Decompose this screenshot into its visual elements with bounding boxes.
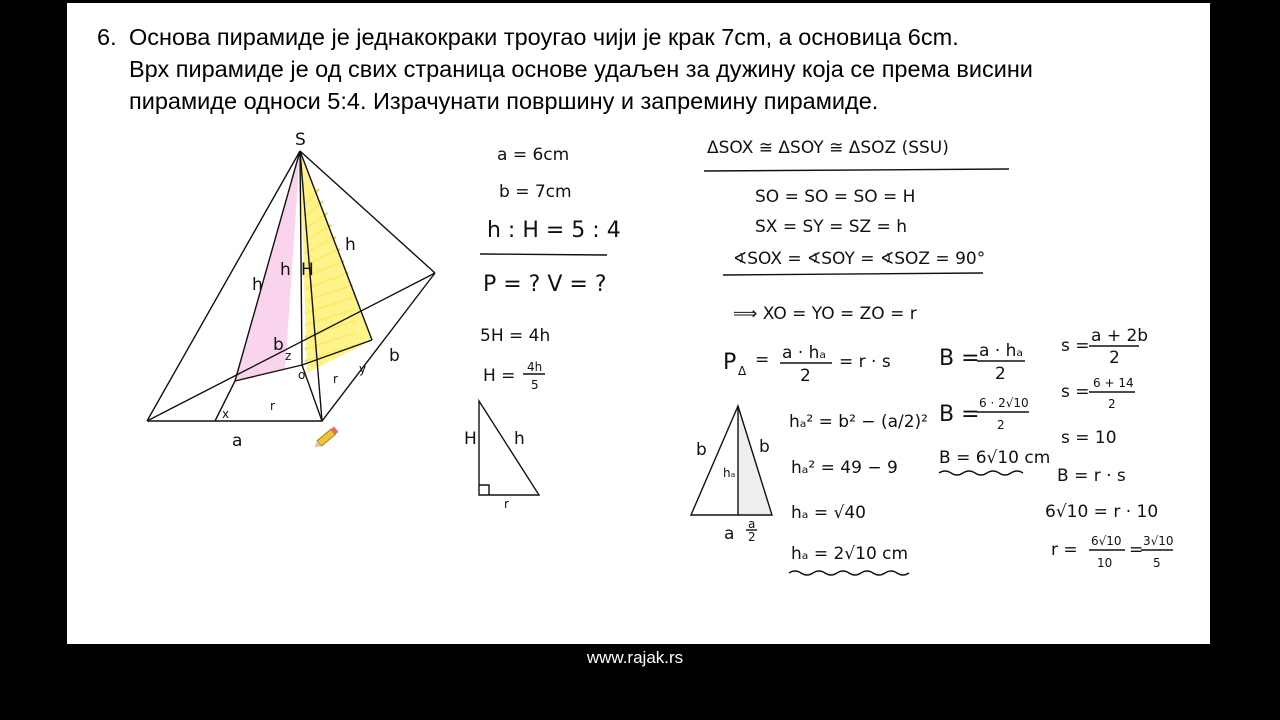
rt-label-H: H xyxy=(464,429,477,449)
ha-line1: hₐ² = b² − (a/2)² xyxy=(789,412,928,432)
problem-line-3: пирамиде односи 5:4. Израчунати површину и запремину пирамиде. xyxy=(129,88,879,114)
label-h-right: h xyxy=(345,235,356,255)
s-line6-eq: = xyxy=(1129,540,1144,560)
area-frac-num: a · hₐ xyxy=(782,343,827,363)
B-calc xyxy=(939,341,1050,475)
label-h-left: h xyxy=(252,275,263,295)
isosceles-triangle xyxy=(691,406,772,544)
s-line2-lhs: s = xyxy=(1061,382,1090,402)
congruence-line3: ∢SOX = ∢SOY = ∢SOZ = 90° xyxy=(733,249,986,269)
s-line5: 6√10 = r · 10 xyxy=(1045,502,1159,522)
B-line2-den: 2 xyxy=(997,418,1005,432)
pyramid-diagram xyxy=(147,130,435,451)
s-line1-num: a + 2b xyxy=(1091,326,1149,346)
right-triangle xyxy=(464,401,539,511)
given-b: b = 7cm xyxy=(499,182,572,202)
rt-label-r: r xyxy=(504,497,509,511)
s-line1-lhs: s = xyxy=(1061,336,1090,356)
s-line4: B = r · s xyxy=(1057,466,1126,486)
rt-label-h: h xyxy=(514,429,525,449)
s-calc xyxy=(1045,326,1174,570)
iso-label-b-right: b xyxy=(759,437,770,457)
problem-number: 6. xyxy=(97,24,117,50)
area-rhs: = r · s xyxy=(839,352,891,372)
s-line6-num1: 6√10 xyxy=(1091,534,1122,548)
pencil-icon xyxy=(312,427,338,450)
s-line3: s = 10 xyxy=(1061,428,1117,448)
congruence-line1: SO = SO = SO = H xyxy=(755,187,916,207)
label-b-right: b xyxy=(389,346,400,366)
label-a: a xyxy=(232,431,243,451)
B-line1-den: 2 xyxy=(995,364,1006,384)
handwritten-solution xyxy=(67,3,1210,644)
height-calc xyxy=(480,326,550,392)
s-line6-den2: 5 xyxy=(1153,556,1161,570)
s-line2-den: 2 xyxy=(1108,397,1116,411)
ha-calc xyxy=(789,412,928,575)
B-line2-num: 6 · 2√10 xyxy=(979,396,1029,410)
ha-line3: hₐ = √40 xyxy=(791,503,866,523)
footer-url: www.rajak.rs xyxy=(586,648,684,667)
given-find: P = ? V = ? xyxy=(483,272,607,297)
label-r-bottom: r xyxy=(270,399,275,413)
B-line1-lhs: B = xyxy=(939,346,980,371)
label-h-mid: h xyxy=(280,260,291,280)
label-H-mid: H xyxy=(301,260,314,280)
label-y: y xyxy=(359,362,367,376)
iso-half-den: 2 xyxy=(748,530,756,544)
B-line3: B = 6√10 cm xyxy=(939,448,1051,468)
label-x: x xyxy=(222,407,230,421)
area-frac-den: 2 xyxy=(800,366,811,386)
problem-line-2: Врх пирамиде је од свих страница основе удаљен за дужину која се према висини xyxy=(129,56,1033,82)
ha-line4: hₐ = 2√10 cm xyxy=(791,544,909,564)
s-line2-num: 6 + 14 xyxy=(1093,376,1134,390)
label-z: z xyxy=(285,349,292,363)
label-o: o xyxy=(298,368,306,382)
congruence-line2: SX = SY = SZ = h xyxy=(755,217,907,237)
s-line6-num2: 3√10 xyxy=(1143,534,1174,548)
ha-line2: hₐ² = 49 − 9 xyxy=(791,458,898,478)
congruence-line4: ⟹ XO = YO = ZO = r xyxy=(733,304,917,324)
given-values xyxy=(480,145,621,297)
whiteboard xyxy=(67,3,1210,644)
given-ratio: h : H = 5 : 4 xyxy=(487,218,621,243)
height-frac-den: 5 xyxy=(531,378,539,392)
height-eq1: 5H = 4h xyxy=(480,326,551,346)
iso-label-b-left: b xyxy=(696,440,707,460)
label-b-inner: b xyxy=(273,335,284,355)
area-sub: Δ xyxy=(738,364,747,378)
area-formula xyxy=(723,343,891,386)
label-r-right: r xyxy=(333,372,338,386)
congruence-title: ΔSOX ≅ ΔSOY ≅ ΔSOZ (SSU) xyxy=(707,138,949,158)
iso-half-num: a xyxy=(748,517,756,531)
s-line6-den1: 10 xyxy=(1097,556,1113,570)
area-lhs: P xyxy=(723,350,737,375)
s-line6-lhs: r = xyxy=(1051,540,1078,560)
apex-label: S xyxy=(295,130,306,150)
area-eq-sign: = xyxy=(755,350,770,370)
height-frac-num: 4h xyxy=(527,360,543,374)
B-line2-lhs: B = xyxy=(939,402,980,427)
iso-label-a: a xyxy=(724,524,735,544)
s-line1-den: 2 xyxy=(1109,348,1120,368)
problem-line-1: Основа пирамиде је једнакокраки троугао чији је крак 7cm, а основица 6cm. xyxy=(129,24,959,50)
congruence-block xyxy=(704,138,1009,324)
given-a: a = 6cm xyxy=(497,145,570,165)
iso-label-ha: hₐ xyxy=(723,466,736,480)
height-eq2-lhs: H = xyxy=(483,366,516,386)
B-line1-num: a · hₐ xyxy=(979,341,1024,361)
